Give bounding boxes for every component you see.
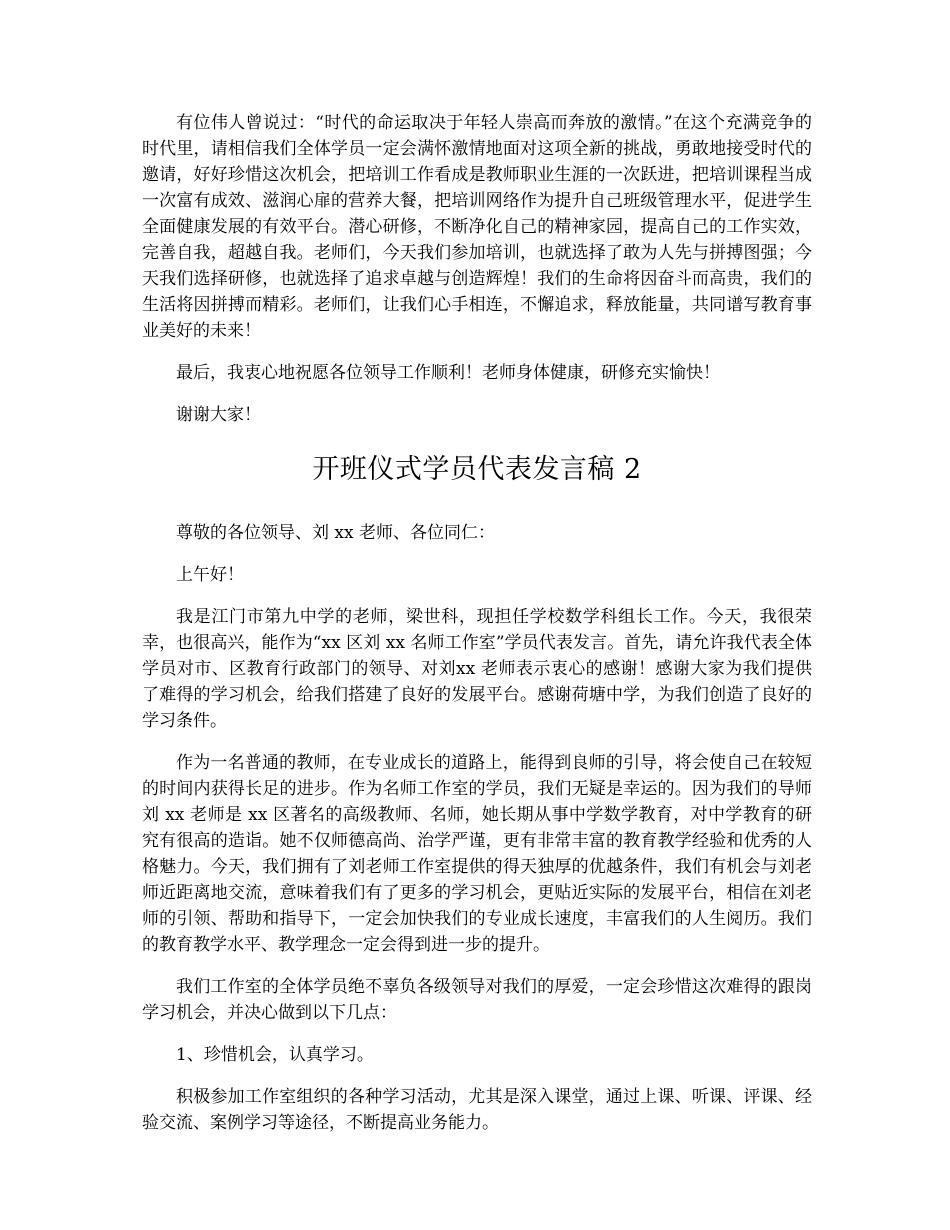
list-item-heading: 1、珍惜机会，认真学习。 bbox=[176, 1045, 374, 1065]
paragraph-thanks: 谢谢大家！ bbox=[176, 405, 261, 425]
paragraph-quote: 有位伟人曾说过：“时代的命运取决于年轻人崇高而奔放的激情。”在这个充满竞争的时代里，请相信我们全体学员一定会满怀激情地面对这项全新的挑战，勇敢地接受时代的邀请，好好珍惜这次机会，把培训工作看成是教师职业生涯的一次跃进，把培训课程当成一次富有成效、滋润心扉的营养大餐，把培训网络作为提升自己班级管理水平，促进学生全面健康发展的有效平台。潜心研修，不断净化自己的精神家园，提高自己的工作实效，完善自我，超越自我。老师们，今天我们参加培训，也就选择了敢为人先与拼搏图强；今天我们选择研修，也就选择了追求卓越与创造辉煌！我们的生命将因奋斗而高贵，我们的生活将因拼搏而精彩。老师们，让我们心手相连，不懈追求，释放能量，共同谱写教育事业美好的未来！ bbox=[142, 113, 812, 341]
section-title: 开班仪式学员代表发言稿 2 bbox=[312, 454, 642, 485]
document-body bbox=[142, 110, 812, 1136]
paragraph-mentor: 作为一名普通的教师，在专业成长的道路上，能得到良师的引导，将会使自己在较短的时间内获得长足的进步。作为名师工作室的学员，我们无疑是幸运的。因为我们的导师刘 xx 老师是 xx 区著名的高级教师、名师，她长期从事中学数学教育，对中学教育的研究有很高的造诣。她不仅师德高尚、治学严谨，更有非常丰富的教育教学经验和优秀的人格魅力。今天，我们拥有了刘老师工作室提供的得天独厚的优越条件，我们有机会与刘老师近距离地交流，意味着我们有了更多的学习机会，更贴近实际的发展平台，相信在刘老师的引领、帮助和指导下，一定会加快我们的专业成长速度，丰富我们的人生阅历。我们的教育教学水平、教学理念一定会得到进一步的提升。 bbox=[142, 753, 812, 955]
salutation: 尊敬的各位领导、刘 xx 老师、各位同仁： bbox=[176, 523, 495, 543]
paragraph-greeting: 上午好！ bbox=[176, 565, 244, 585]
paragraph-commitment: 我们工作室的全体学员绝不辜负各级领导对我们的厚爱，一定会珍惜这次难得的跟岗学习机会，并决心做到以下几点： bbox=[142, 977, 812, 1023]
paragraph-wishes: 最后，我衷心地祝愿各位领导工作顺利！老师身体健康，研修充实愉快！ bbox=[176, 363, 720, 383]
paragraph-introduction: 我是江门市第九中学的老师，梁世科，现担任学校数学科组长工作。今天，我很荣幸，也很高兴，能作为“xx 区刘 xx 名师工作室”学员代表发言。首先，请允许我代表全体学员对市、区教育行政部门的领导、对刘xx 老师表示衷心的感谢！感谢大家为我们提供了难得的学习机会，给我们搭建了良好的发展平台。感谢荷塘中学，为我们创造了良好的学习条件。 bbox=[142, 607, 812, 731]
paragraph-activities: 积极参加工作室组织的各种学习活动，尤其是深入课堂，通过上课、听课、评课、经验交流、案例学习等途径，不断提高业务能力。 bbox=[142, 1087, 812, 1133]
